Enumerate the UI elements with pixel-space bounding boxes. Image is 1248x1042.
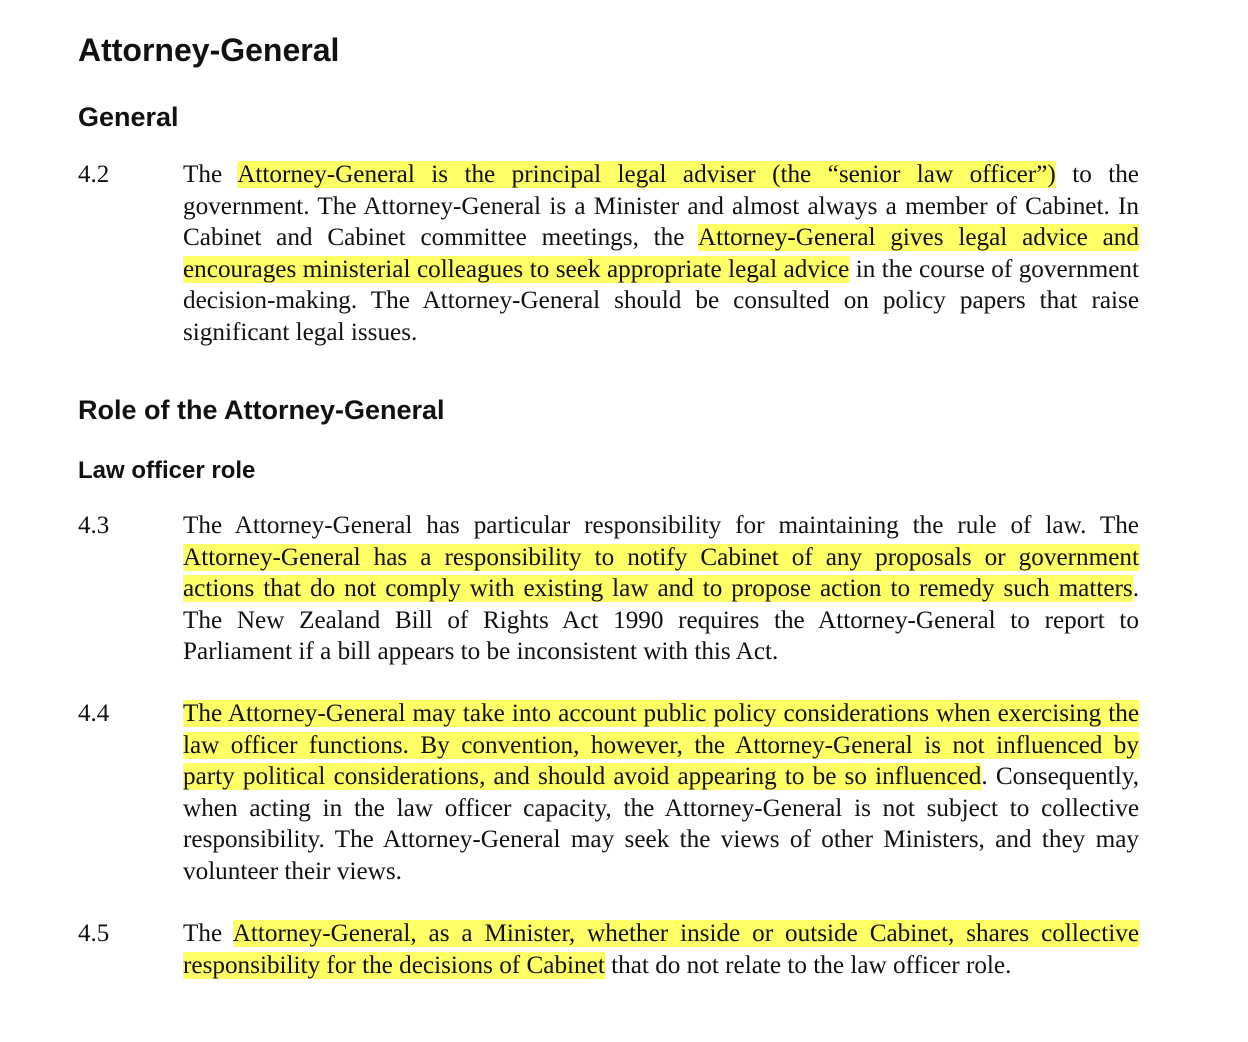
paragraph-body	[183, 698, 1139, 888]
subsection-heading-law-officer: Law officer role	[78, 457, 256, 484]
paragraph-number: 4.4	[78, 700, 110, 727]
section-heading-general: General	[78, 102, 179, 132]
text-run: in the course of government decision-making. The Attorney-General should be consulted on policy papers that raise significant legal issues.	[183, 255, 1139, 346]
highlighted-text: Attorney-General, as a Minister, whether inside or outside Cabinet, shares collective responsibility for the decisions of Cabinet	[183, 920, 1139, 979]
page-title: Attorney-General	[78, 32, 340, 68]
text-run: to the government. The Attorney-General is a Minister and almost always a member of Cabinet. In Cabinet and Cabinet committee meetings, the	[183, 161, 1139, 252]
text-run: The	[183, 920, 233, 947]
text-run: . Consequently, when acting in the law officer capacity, the Attorney-General is not subject to collective responsibility. The Attorney-General may seek the views of other Ministers, and they may volunteer their views.	[183, 763, 1139, 885]
paragraph-number: 4.3	[78, 512, 110, 539]
text-run: The	[183, 161, 238, 188]
paragraph-number: 4.2	[78, 161, 110, 188]
section-heading-role: Role of the Attorney-General	[78, 395, 445, 425]
highlighted-text: Attorney-General is the principal legal adviser (the “senior law officer”)	[237, 161, 1056, 188]
highlighted-text: Attorney-General gives legal advice and encourages ministerial colleagues to seek appropriate legal advice	[183, 224, 1139, 283]
highlighted-text: Attorney-General has a responsibility to notify Cabinet of any proposals or government actions that do not comply with existing law and to propose action to remedy such matters	[183, 543, 1139, 603]
paragraph-body	[183, 510, 1139, 668]
text-run: that do not relate to the law officer role.	[604, 951, 1012, 979]
paragraph-body	[183, 159, 1139, 349]
text-run: The Attorney-General has particular responsibility for maintaining the rule of law. The	[183, 512, 1139, 539]
text-run: . The New Zealand Bill of Rights Act 1990 requires the Attorney-General to report to Parliament if a bill appears to be inconsistent with this Act.	[183, 575, 1139, 666]
paragraph-body	[183, 918, 1139, 981]
highlighted-text: The Attorney-General may take into account public policy considerations when exercising the law officer functions. By convention, however, the Attorney-General is not influenced by party political considerations, and should avoid appearing to be so influenced	[183, 700, 1139, 791]
paragraph-number: 4.5	[78, 920, 110, 947]
